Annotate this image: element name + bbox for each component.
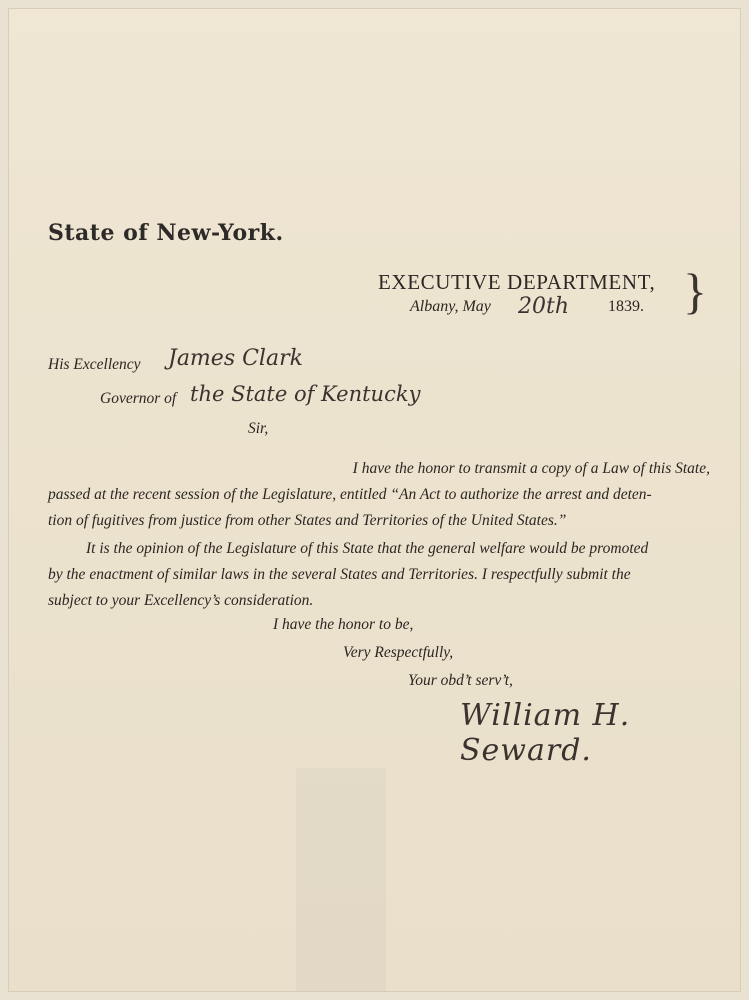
- handwritten-day: 20th: [518, 294, 570, 319]
- paragraph-2-line-2: by the enactment of similar laws in the several States and Territories. I respectfully submit the: [48, 566, 631, 583]
- place-month: Albany, May: [410, 298, 491, 315]
- closing-line-3: Your obd’t serv’t,: [408, 672, 513, 689]
- salutation: Sir,: [248, 420, 269, 437]
- paragraph-2-line-3: subject to your Excellency’s consideration.: [48, 592, 314, 609]
- signature: William H. Seward.: [460, 698, 631, 768]
- state-title: State of New-York.: [48, 220, 284, 246]
- excellency-label: His Excellency: [48, 356, 141, 373]
- year: 1839.: [608, 298, 644, 315]
- closing-line-1: I have the honor to be,: [273, 616, 414, 633]
- paragraph-1: [48, 456, 710, 534]
- brace-mark: }: [683, 263, 707, 319]
- paragraph-1-line-2: passed at the recent session of the Legislature, entitled “An Act to authorize the arrest and deten-: [48, 486, 652, 503]
- paragraph-1-line-1: I have the honor to transmit a copy of a Law of this State,: [352, 460, 710, 477]
- recipient-name: James Clark: [168, 346, 303, 371]
- governor-label: Governor of: [100, 390, 177, 407]
- paragraph-2: [48, 536, 710, 614]
- paragraph-2-line-1: It is the opinion of the Legislature of this State that the general welfare would be promoted: [86, 540, 649, 557]
- closing-line-2: Very Respectfully,: [343, 644, 454, 661]
- document-sheet: [8, 8, 741, 992]
- paper-fold-mark: [296, 768, 386, 992]
- governor-state: the State of Kentucky: [190, 382, 421, 406]
- paragraph-1-line-3: tion of fugitives from justice from other States and Territories of the United States.”: [48, 512, 567, 529]
- department-heading: EXECUTIVE DEPARTMENT,: [378, 270, 656, 294]
